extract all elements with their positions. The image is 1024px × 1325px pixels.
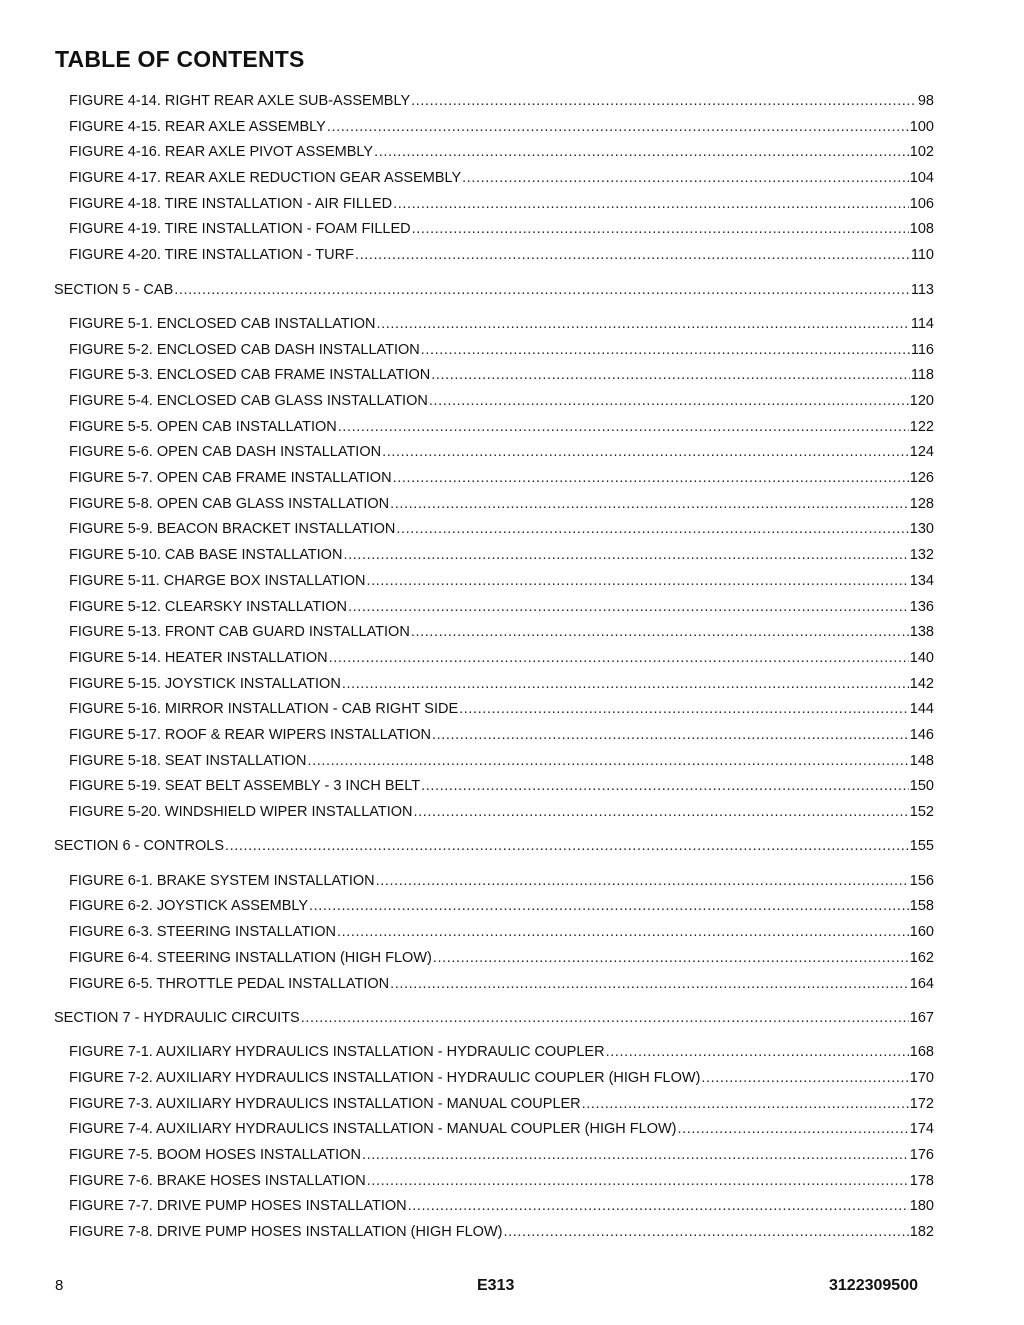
toc-figure-entry[interactable] xyxy=(69,726,934,744)
toc-figure-entry[interactable] xyxy=(69,1043,934,1061)
dot-leader xyxy=(174,281,910,299)
toc-entry-page: 140 xyxy=(909,650,934,666)
toc-entry-label: FIGURE 5-5. OPEN CAB INSTALLATION xyxy=(69,419,337,435)
dot-leader xyxy=(411,92,917,110)
toc-figure-entry[interactable] xyxy=(69,315,934,333)
toc-figure-entry[interactable] xyxy=(69,803,934,821)
toc-entry-page: 155 xyxy=(909,838,934,854)
dot-leader xyxy=(374,143,909,161)
toc-figure-entry[interactable] xyxy=(69,1146,934,1164)
dot-leader xyxy=(301,1009,909,1027)
toc-entry-page: 98 xyxy=(917,93,934,109)
toc-entry-page: 180 xyxy=(909,1198,934,1214)
toc-entry-label: FIGURE 5-1. ENCLOSED CAB INSTALLATION xyxy=(69,316,376,332)
toc-figure-entry[interactable] xyxy=(69,195,934,213)
toc-entry-page: 172 xyxy=(909,1096,934,1112)
toc-figure-entry[interactable] xyxy=(69,1223,934,1241)
toc-figure-entry[interactable] xyxy=(69,341,934,359)
dot-leader xyxy=(408,1197,909,1215)
toc-section-entry[interactable] xyxy=(54,281,934,299)
toc-entry-page: 156 xyxy=(909,873,934,889)
toc-figure-entry[interactable] xyxy=(69,366,934,384)
toc-entry-page: 176 xyxy=(909,1147,934,1163)
toc-entry-page: 136 xyxy=(909,599,934,615)
dot-leader xyxy=(701,1069,908,1087)
dot-leader xyxy=(376,315,909,333)
toc-entry-page: 146 xyxy=(909,727,934,743)
toc-entry-label: FIGURE 6-2. JOYSTICK ASSEMBLY xyxy=(69,898,309,914)
toc-entry-label: FIGURE 4-16. REAR AXLE PIVOT ASSEMBLY xyxy=(69,144,374,160)
toc-entry-label: FIGURE 5-15. JOYSTICK INSTALLATION xyxy=(69,676,341,692)
dot-leader xyxy=(503,1223,908,1241)
toc-entry-label: FIGURE 4-19. TIRE INSTALLATION - FOAM FILLED xyxy=(69,221,411,237)
toc-entry-page: 168 xyxy=(909,1044,934,1060)
toc-entry-label: FIGURE 5-2. ENCLOSED CAB DASH INSTALLATION xyxy=(69,342,420,358)
toc-entry-page: 132 xyxy=(909,547,934,563)
dot-leader xyxy=(390,975,909,993)
toc-figure-entry[interactable] xyxy=(69,598,934,616)
dot-leader xyxy=(338,418,909,436)
dot-leader xyxy=(367,572,909,590)
toc-figure-entry[interactable] xyxy=(69,623,934,641)
toc-figure-entry[interactable] xyxy=(69,1120,934,1138)
dot-leader xyxy=(343,546,908,564)
footer-model: E313 xyxy=(477,1277,515,1294)
dot-leader xyxy=(225,837,909,855)
toc-entry-label: FIGURE 5-12. CLEARSKY INSTALLATION xyxy=(69,599,347,615)
toc-figure-entry[interactable] xyxy=(69,118,934,136)
dot-leader xyxy=(396,520,908,538)
toc-entry-label: FIGURE 7-7. DRIVE PUMP HOSES INSTALLATION xyxy=(69,1198,407,1214)
toc-entry-label: FIGURE 6-4. STEERING INSTALLATION (HIGH FLOW) xyxy=(69,950,432,966)
toc-figure-entry[interactable] xyxy=(69,1069,934,1087)
toc-entry-page: 100 xyxy=(909,119,934,135)
toc-entry-label: FIGURE 5-14. HEATER INSTALLATION xyxy=(69,650,328,666)
dot-leader xyxy=(678,1120,909,1138)
toc-entry-page: 130 xyxy=(909,521,934,537)
toc-figure-entry[interactable] xyxy=(69,897,934,915)
toc-entry-page: 174 xyxy=(909,1121,934,1137)
dot-leader xyxy=(382,443,909,461)
dot-leader xyxy=(433,949,909,967)
toc-entry-page: 144 xyxy=(909,701,934,717)
dot-leader xyxy=(411,623,909,641)
toc-figure-entry[interactable] xyxy=(69,92,934,110)
toc-figure-entry[interactable] xyxy=(69,469,934,487)
toc-entry-page: 150 xyxy=(909,778,934,794)
dot-leader xyxy=(390,495,909,513)
dot-leader xyxy=(355,246,910,264)
dot-leader xyxy=(432,726,909,744)
toc-entry-label: FIGURE 5-16. MIRROR INSTALLATION - CAB RIGHT SIDE xyxy=(69,701,459,717)
dot-leader xyxy=(337,923,909,941)
toc-entry-label: FIGURE 7-3. AUXILIARY HYDRAULICS INSTALLATION - MANUAL COUPLER xyxy=(69,1096,581,1112)
dot-leader xyxy=(606,1043,909,1061)
toc-entry-label: FIGURE 5-3. ENCLOSED CAB FRAME INSTALLATION xyxy=(69,367,431,383)
toc-entry-page: 104 xyxy=(909,170,934,186)
toc-entry-label: FIGURE 5-6. OPEN CAB DASH INSTALLATION xyxy=(69,444,382,460)
toc-figure-entry[interactable] xyxy=(69,220,934,238)
toc-entry-page: 113 xyxy=(910,282,934,298)
toc-entry-label: FIGURE 7-5. BOOM HOSES INSTALLATION xyxy=(69,1147,361,1163)
toc-entry-label: SECTION 5 - CAB xyxy=(54,282,174,298)
dot-leader xyxy=(431,366,910,384)
toc-entry-label: FIGURE 4-17. REAR AXLE REDUCTION GEAR ASSEMBLY xyxy=(69,170,462,186)
dot-leader xyxy=(307,752,908,770)
dot-leader xyxy=(329,649,909,667)
toc-figure-entry[interactable] xyxy=(69,246,934,264)
toc-entry-page: 128 xyxy=(909,496,934,512)
toc-entry-page: 162 xyxy=(909,950,934,966)
dot-leader xyxy=(421,777,909,795)
toc-entry-label: FIGURE 6-5. THROTTLE PEDAL INSTALLATION xyxy=(69,976,390,992)
dot-leader xyxy=(582,1095,909,1113)
toc-entry-page: 158 xyxy=(909,898,934,914)
toc-entry-page: 160 xyxy=(909,924,934,940)
toc-figure-entry[interactable] xyxy=(69,949,934,967)
toc-entry-label: FIGURE 7-4. AUXILIARY HYDRAULICS INSTALLATION - MANUAL COUPLER (HIGH FLOW) xyxy=(69,1121,677,1137)
toc-figure-entry[interactable] xyxy=(69,649,934,667)
toc-entry-label: FIGURE 5-20. WINDSHIELD WIPER INSTALLATION xyxy=(69,804,413,820)
toc-section-entry[interactable] xyxy=(54,1009,934,1027)
toc-figure-entry[interactable] xyxy=(69,975,934,993)
toc-entry-label: FIGURE 6-1. BRAKE SYSTEM INSTALLATION xyxy=(69,873,375,889)
dot-leader xyxy=(309,897,909,915)
dot-leader xyxy=(414,803,909,821)
toc-entry-page: 170 xyxy=(909,1070,934,1086)
toc-figure-entry[interactable] xyxy=(69,443,934,461)
toc-entry-label: FIGURE 4-14. RIGHT REAR AXLE SUB-ASSEMBLY xyxy=(69,93,411,109)
dot-leader xyxy=(327,118,909,136)
toc-figure-entry[interactable] xyxy=(69,675,934,693)
toc-entry-page: 178 xyxy=(909,1173,934,1189)
toc-entry-label: FIGURE 5-4. ENCLOSED CAB GLASS INSTALLATION xyxy=(69,393,428,409)
toc-entry-page: 116 xyxy=(910,342,934,358)
toc-section-entry[interactable] xyxy=(54,837,934,855)
toc-entry-label: FIGURE 5-11. CHARGE BOX INSTALLATION xyxy=(69,573,366,589)
toc-entry-label: FIGURE 5-7. OPEN CAB FRAME INSTALLATION xyxy=(69,470,392,486)
toc-figure-entry[interactable] xyxy=(69,872,934,890)
toc-entry-label: FIGURE 5-19. SEAT BELT ASSEMBLY - 3 INCH BELT xyxy=(69,778,421,794)
toc-figure-entry[interactable] xyxy=(69,1095,934,1113)
toc-entry-page: 118 xyxy=(910,367,934,383)
toc-entry-page: 108 xyxy=(909,221,934,237)
dot-leader xyxy=(459,700,909,718)
toc-entry-page: 167 xyxy=(909,1010,934,1026)
dot-leader xyxy=(367,1172,909,1190)
toc-entry-page: 142 xyxy=(909,676,934,692)
dot-leader xyxy=(342,675,909,693)
toc-entry-label: FIGURE 4-20. TIRE INSTALLATION - TURF xyxy=(69,247,354,263)
dot-leader xyxy=(429,392,909,410)
toc-entry-label: FIGURE 4-18. TIRE INSTALLATION - AIR FILLED xyxy=(69,196,393,212)
toc-figure-entry[interactable] xyxy=(69,1172,934,1190)
toc-entry-page: 134 xyxy=(909,573,934,589)
toc-figure-entry[interactable] xyxy=(69,923,934,941)
toc-figure-entry[interactable] xyxy=(69,777,934,795)
toc-entry-label: FIGURE 7-1. AUXILIARY HYDRAULICS INSTALLATION - HYDRAULIC COUPLER xyxy=(69,1044,605,1060)
toc-figure-entry[interactable] xyxy=(69,169,934,187)
dot-leader xyxy=(393,469,909,487)
toc-entry-label: FIGURE 7-8. DRIVE PUMP HOSES INSTALLATION (HIGH FLOW) xyxy=(69,1224,503,1240)
dot-leader xyxy=(348,598,909,616)
toc-entry-page: 182 xyxy=(909,1224,934,1240)
toc-figure-entry[interactable] xyxy=(69,752,934,770)
toc-entry-label: FIGURE 5-8. OPEN CAB GLASS INSTALLATION xyxy=(69,496,390,512)
toc-entry-label: FIGURE 5-18. SEAT INSTALLATION xyxy=(69,753,307,769)
toc-figure-entry[interactable] xyxy=(69,495,934,513)
toc-figure-entry[interactable] xyxy=(69,1197,934,1215)
toc-entry-page: 138 xyxy=(909,624,934,640)
toc-entry-label: SECTION 7 - HYDRAULIC CIRCUITS xyxy=(54,1010,300,1026)
toc-figure-entry[interactable] xyxy=(69,700,934,718)
footer-page-number: 8 xyxy=(55,1277,64,1294)
dot-leader xyxy=(421,341,910,359)
dot-leader xyxy=(376,872,909,890)
toc-entry-label: FIGURE 5-17. ROOF & REAR WIPERS INSTALLATION xyxy=(69,727,432,743)
toc-entry-page: 106 xyxy=(909,196,934,212)
dot-leader xyxy=(362,1146,909,1164)
page-title: TABLE OF CONTENTS xyxy=(55,46,305,72)
dot-leader xyxy=(412,220,909,238)
toc-entry-label: SECTION 6 - CONTROLS xyxy=(54,838,224,854)
toc-entry-page: 126 xyxy=(909,470,934,486)
toc-entry-label: FIGURE 7-2. AUXILIARY HYDRAULICS INSTALLATION - HYDRAULIC COUPLER (HIGH FLOW) xyxy=(69,1070,701,1086)
toc-entry-label: FIGURE 5-9. BEACON BRACKET INSTALLATION xyxy=(69,521,396,537)
toc-figure-entry[interactable] xyxy=(69,392,934,410)
toc-entry-label: FIGURE 7-6. BRAKE HOSES INSTALLATION xyxy=(69,1173,366,1189)
toc-entry-page: 122 xyxy=(909,419,934,435)
toc-entry-page: 114 xyxy=(910,316,934,332)
dot-leader xyxy=(393,195,909,213)
toc-entry-page: 102 xyxy=(909,144,934,160)
dot-leader xyxy=(462,169,909,187)
toc-entry-label: FIGURE 5-13. FRONT CAB GUARD INSTALLATION xyxy=(69,624,410,640)
toc-figure-entry[interactable] xyxy=(69,418,934,436)
toc-entry-page: 152 xyxy=(909,804,934,820)
toc-figure-entry[interactable] xyxy=(69,143,934,161)
toc-entry-label: FIGURE 4-15. REAR AXLE ASSEMBLY xyxy=(69,119,326,135)
toc-entry-label: FIGURE 5-10. CAB BASE INSTALLATION xyxy=(69,547,343,563)
toc-entry-label: FIGURE 6-3. STEERING INSTALLATION xyxy=(69,924,336,940)
toc-entry-page: 164 xyxy=(909,976,934,992)
toc-figure-entry[interactable] xyxy=(69,546,934,564)
toc-figure-entry[interactable] xyxy=(69,572,934,590)
toc-entry-page: 124 xyxy=(909,444,934,460)
footer-doc-number: 3122309500 xyxy=(829,1277,918,1294)
toc-entry-page: 148 xyxy=(909,753,934,769)
toc-entry-page: 110 xyxy=(910,247,934,263)
toc-figure-entry[interactable] xyxy=(69,520,934,538)
toc-entry-page: 120 xyxy=(909,393,934,409)
